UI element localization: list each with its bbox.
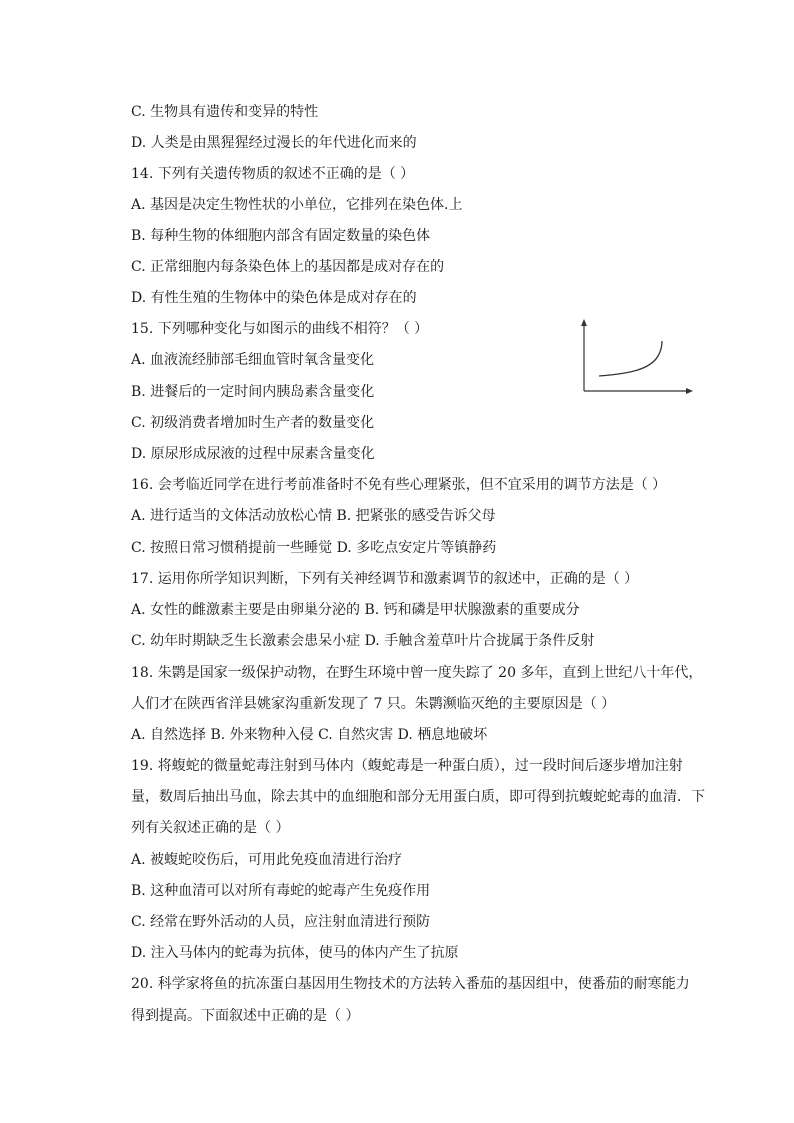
text-line-13d: D. 人类是由黑猩猩经过漫长的年代进化而来的: [131, 135, 417, 151]
text-line-13c: C. 生物具有遗传和变异的特性: [131, 104, 319, 120]
x-axis-arrow: [686, 388, 693, 394]
question-14-option-c: C. 正常细胞内每条染色体上的基因都是成对存在的: [131, 259, 445, 275]
question-20-line-1: 20. 科学家将鱼的抗冻蛋白基因用生物技术的方法转入番茄的基因组中，使番茄的耐寒能力: [131, 976, 690, 992]
question-17-options-ab: A. 女性的雌激素主要是由卵巢分泌的 B. 钙和磷是甲状腺激素的重要成分: [131, 602, 580, 618]
question-19-line-3: 列有关叙述正确的是（ ）: [131, 820, 290, 836]
question-19-line-1: 19. 将蝮蛇的微量蛇毒注射到马体内（蝮蛇毒是一种蛋白质），过一段时间后逐步增加注射: [131, 758, 683, 774]
question-16-options-cd: C. 按照日常习惯稍提前一些睡觉 D. 多吃点安定片等镇静药: [131, 540, 497, 556]
question-15-option-b: B. 进餐后的一定时间内胰岛素含量变化: [131, 384, 375, 400]
question-19-option-d: D. 注入马体内的蛇毒为抗体，使马的体内产生了抗原: [131, 945, 459, 961]
question-16: 16. 会考临近同学在进行考前准备时不免有些心理紧张，但不宜采用的调节方法是（ ）: [131, 477, 667, 493]
question-14: 14. 下列有关遗传物质的叙述不正确的是（ ）: [131, 166, 415, 182]
rising-curve: [599, 341, 662, 376]
question-19-line-2: 量，数周后抽出马血，除去其中的血细胞和部分无用蛋白质，即可得到抗蝮蛇蛇毒的血清．下: [131, 789, 705, 805]
question-15-option-a: A. 血液流经肺部毛细血管时氧含量变化: [131, 352, 375, 368]
question-15: 15. 下列哪种变化与如图示的曲线不相符？（ ）: [131, 321, 429, 337]
y-axis-arrow: [581, 319, 587, 326]
question-17: 17. 运用你所学知识判断，下列有关神经调节和激素调节的叙述中，正确的是（ ）: [131, 571, 639, 587]
question-15-option-c: C. 初级消费者增加时生产者的数量变化: [131, 415, 375, 431]
question-18-options: A. 自然选择 B. 外来物种入侵 C. 自然灾害 D. 栖息地破坏: [131, 727, 488, 743]
question-19-option-b: B. 这种血清可以对所有毒蛇的蛇毒产生免疫作用: [131, 883, 431, 899]
question-19-option-a: A. 被蝮蛇咬伤后，可用此免疫血清进行治疗: [131, 852, 403, 868]
question-19-option-c: C. 经常在野外活动的人员，应注射血清进行预防: [131, 914, 431, 930]
curve-graph-figure: [572, 318, 696, 402]
question-16-options-ab: A. 进行适当的文体活动放松心情 B. 把紧张的感受告诉父母: [131, 508, 496, 524]
question-20-line-2: 得到提高。下面叙述中正确的是（ ）: [131, 1008, 360, 1024]
question-18-line-2: 人们才在陕西省洋县姚家沟重新发现了 7 只。朱鹮濒临灭绝的主要原因是（ ）: [131, 696, 616, 712]
question-14-option-b: B. 每种生物的体细胞内部含有固定数量的染色体: [131, 228, 431, 244]
question-17-options-cd: C. 幼年时期缺乏生长激素会患呆小症 D. 手触含羞草叶片合拢属于条件反射: [131, 633, 595, 649]
question-14-option-a: A. 基因是决定生物性状的小单位，它排列在染色体.上: [131, 197, 463, 213]
question-15-option-d: D. 原尿形成尿液的过程中尿素含量变化: [131, 446, 375, 462]
question-18-line-1: 18. 朱鹮是国家一级保护动物，在野生环境中曾一度失踪了 20 多年，直到上世纪八十年代，: [131, 665, 703, 681]
question-14-option-d: D. 有性生殖的生物体中的染色体是成对存在的: [131, 290, 417, 306]
